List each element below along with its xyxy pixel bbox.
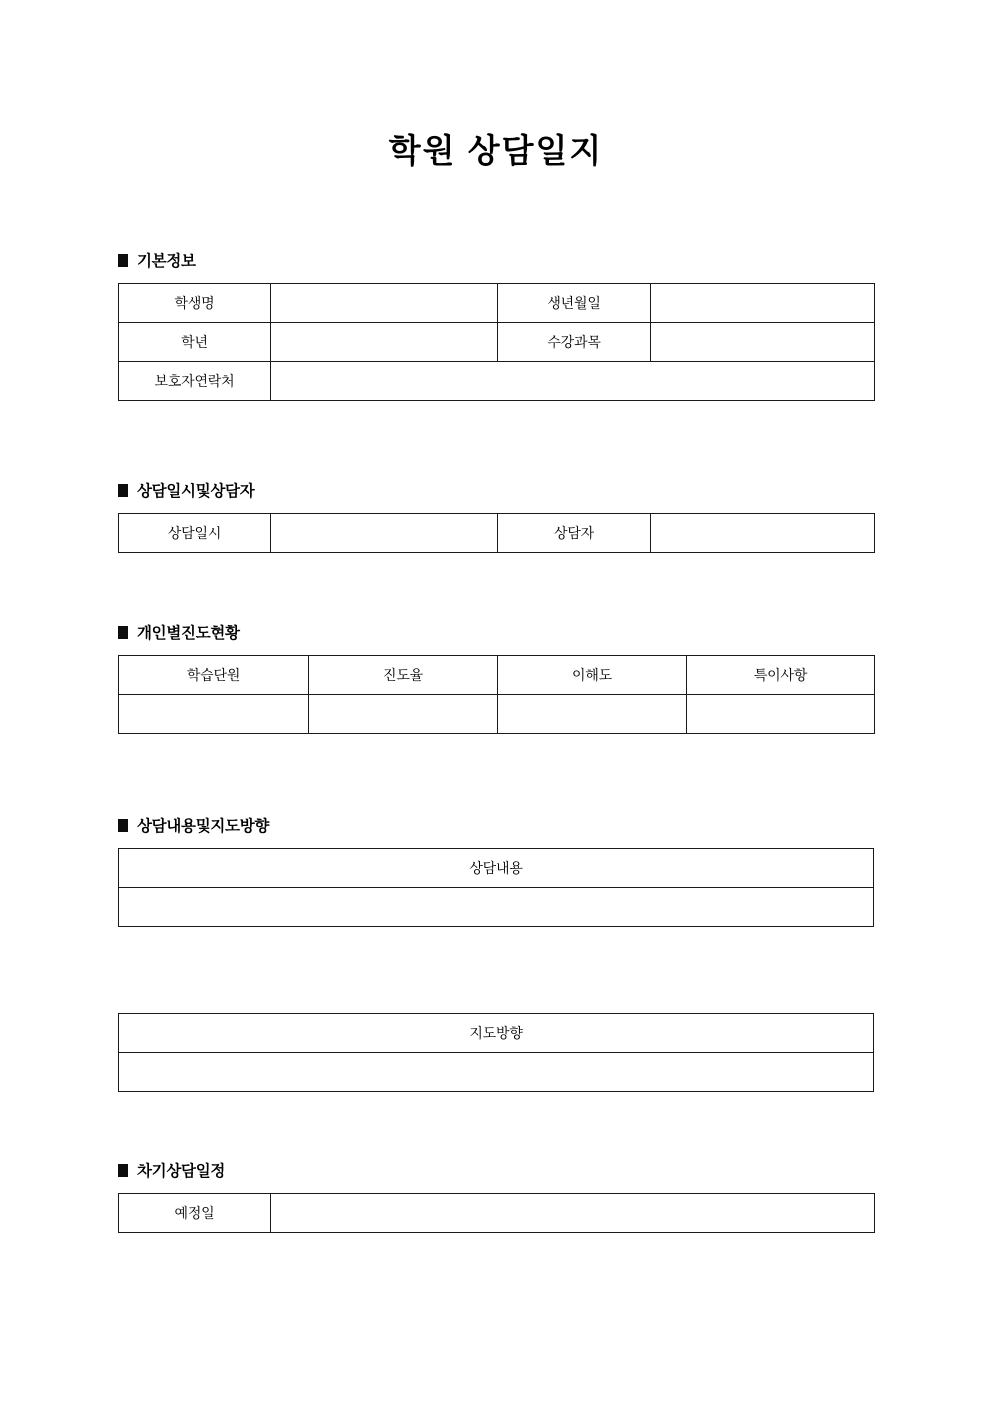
cell-notes[interactable] xyxy=(687,695,875,734)
field-birthdate[interactable] xyxy=(651,284,875,323)
guidance-direction-block xyxy=(118,1013,874,1092)
bullet-square-icon xyxy=(118,484,128,497)
cell-comprehension[interactable] xyxy=(498,695,687,734)
section-heading-label: 기본정보 xyxy=(137,253,196,270)
table-row xyxy=(119,695,875,734)
label-birthdate: 생년월일 xyxy=(498,284,651,323)
column-header-unit: 학습단원 xyxy=(119,656,309,695)
label-scheduled-date: 예정일 xyxy=(119,1194,271,1233)
section-basic-info xyxy=(118,250,874,401)
field-scheduled-date[interactable] xyxy=(271,1194,875,1233)
label-student-name: 학생명 xyxy=(119,284,271,323)
field-counsel-content[interactable] xyxy=(119,888,874,927)
table-row xyxy=(119,888,874,927)
field-student-name[interactable] xyxy=(271,284,498,323)
bullet-square-icon xyxy=(118,626,128,639)
section-heading-basic-info xyxy=(118,250,874,270)
bullet-square-icon xyxy=(118,1164,128,1177)
label-counselor: 상담자 xyxy=(498,514,651,553)
section-heading-label: 개인별진도현황 xyxy=(137,625,240,642)
table-header-row xyxy=(119,849,874,888)
page-title: 학원 상담일지 xyxy=(388,132,604,169)
table-row xyxy=(119,284,875,323)
field-guardian-contact[interactable] xyxy=(271,362,875,401)
section-heading-counsel-schedule xyxy=(118,480,874,500)
cell-unit[interactable] xyxy=(119,695,309,734)
section-counsel-content xyxy=(118,815,874,927)
progress-status-table xyxy=(118,655,875,734)
column-header-comprehension: 이해도 xyxy=(498,656,687,695)
section-heading-label: 상담일시및상담자 xyxy=(137,483,255,500)
field-grade[interactable] xyxy=(271,323,498,362)
section-heading-next-schedule xyxy=(118,1160,874,1180)
table-row xyxy=(119,1053,874,1092)
table-row xyxy=(119,362,875,401)
basic-info-table xyxy=(118,283,875,401)
counsel-schedule-table xyxy=(118,513,875,553)
label-counsel-datetime: 상담일시 xyxy=(119,514,271,553)
field-counselor[interactable] xyxy=(651,514,875,553)
label-grade: 학년 xyxy=(119,323,271,362)
table-row xyxy=(119,323,875,362)
table-row xyxy=(119,514,875,553)
bullet-square-icon xyxy=(118,254,128,267)
section-heading-counsel-content xyxy=(118,815,874,835)
column-header-counsel-content: 상담내용 xyxy=(119,849,874,888)
guidance-direction-table xyxy=(118,1013,874,1092)
field-guidance-direction[interactable] xyxy=(119,1053,874,1092)
column-header-progress-rate: 진도율 xyxy=(309,656,498,695)
column-header-notes: 특이사항 xyxy=(687,656,875,695)
table-row xyxy=(119,1194,875,1233)
table-header-row xyxy=(119,1014,874,1053)
cell-progress-rate[interactable] xyxy=(309,695,498,734)
section-heading-label: 상담내용및지도방향 xyxy=(137,818,270,835)
section-heading-progress-status xyxy=(118,622,874,642)
field-counsel-datetime[interactable] xyxy=(271,514,498,553)
next-schedule-table xyxy=(118,1193,875,1233)
counsel-content-table xyxy=(118,848,874,927)
column-header-guidance-direction: 지도방향 xyxy=(119,1014,874,1053)
bullet-square-icon xyxy=(118,819,128,832)
section-counsel-schedule xyxy=(118,480,874,553)
field-subjects[interactable] xyxy=(651,323,875,362)
section-heading-label: 차기상담일정 xyxy=(137,1163,226,1180)
section-progress-status xyxy=(118,622,874,734)
table-header-row xyxy=(119,656,875,695)
label-subjects: 수강과목 xyxy=(498,323,651,362)
section-next-schedule xyxy=(118,1160,874,1233)
label-guardian-contact: 보호자연락처 xyxy=(119,362,271,401)
